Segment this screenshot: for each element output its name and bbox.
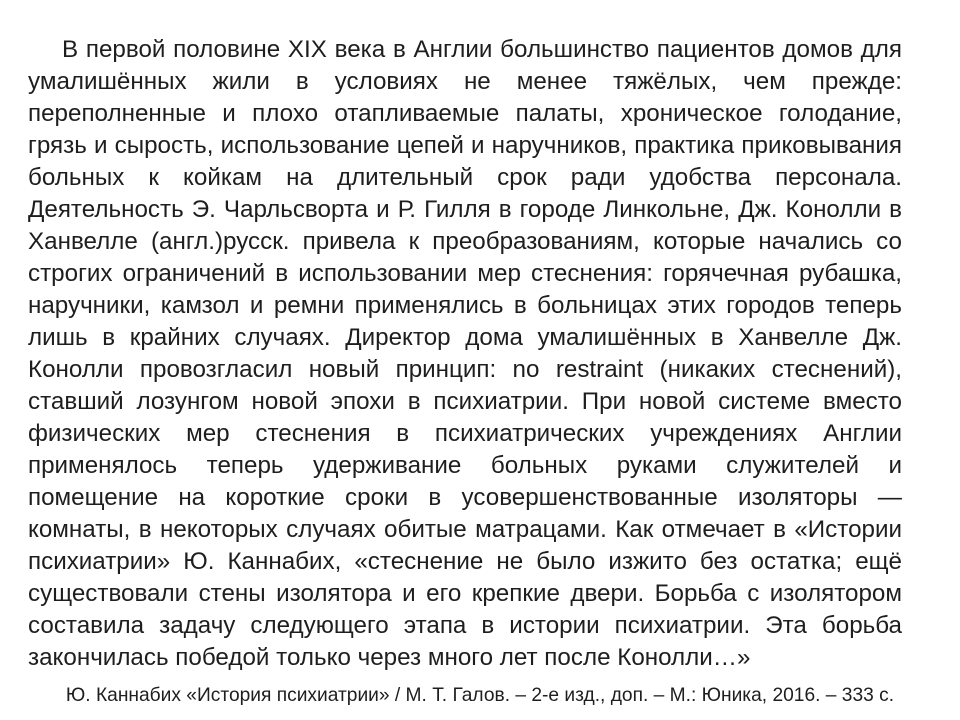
source-citation: Ю. Каннабих «История психиатрии» / М. Т. Галов. – 2-е изд., доп. – М.: Юника, 2016. – 333 с. <box>65 685 895 706</box>
main-paragraph: В первой половине XIX века в Англии большинство пациентов домов для умалишённых жили в условиях не менее тяжёлых, чем прежде: переполненные и плохо отапливаемые палаты, хроническое голодание, грязь и сырость, использование цепей и наручников, практика приковывания больных к койкам на длительный срок ради удобства персонала. Деятельность Э. Чарльсворта и Р. Гилля в городе Линкольне, Дж. Конолли в Ханвелле (англ.)русск. привела к преобразованиям, которые начались со строгих ограничений в использовании мер стеснения: горячечная рубашка, наручники, камзол и ремни применялись в больницах этих городов теперь лишь в крайних случаях. Директор дома умалишённых в Ханвелле Дж. Конолли провозгласил новый принцип: no restraint (никаких стеснений), ставший лозунгом новой эпохи в психиатрии. При новой системе вместо физических мер стеснения в психиатрических учреждениях Англии применялось теперь удерживание больных руками служителей и помещение на короткие сроки в усовершенствованные изоляторы — комнаты, в некоторых случаях обитые матрацами. Как отмечает в «Истории психиатрии» Ю. Каннабих, «стеснение не было изжито без остатка; ещё существовали стены изолятора и его крепкие двери. Борьба с изолятором составила задачу следующего этапа в истории психиатрии. Эта борьба закончилась победой только через много лет после Конолли…» <box>28 36 902 671</box>
